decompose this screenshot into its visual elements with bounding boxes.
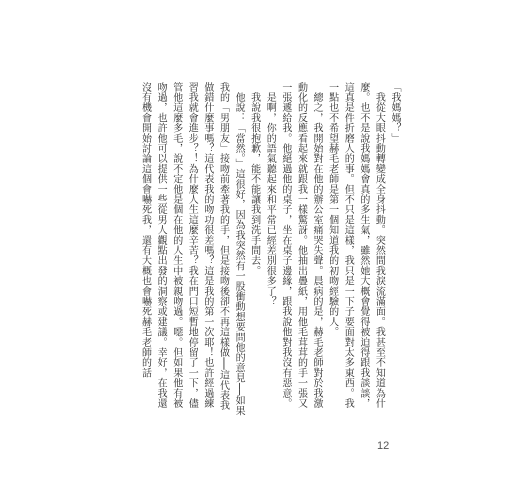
paragraph-6: 他說：「當然。」這很好，因為我突然有一股衝動想要問他的意見──如果我的「男朋友」接吻前牽著我的手，但是接吻後卻不再這樣做──這代表我做錯什麼事嗎？這代表我的吻功很差嗎？這是我的第一次耶！也許經過練習我就會進步？！為什麼人生這麼辛苦？我在門口短暫地停留了一下，儘管他這麼多毛，說不定他是個在他的人生中被親吻過。噁。但如果他有被吻過，也許他可以提供一些從男人觀點出發的洞察或建議。幸好，在我還沒有機會開始討論這個會嚇死我，還有大概也會嚇死赫毛老師的話 xyxy=(139,82,245,416)
paragraph-4: 是啊，你的語氣聽起來和平常已經差別很多了？ xyxy=(264,82,276,307)
paragraph-1: 「我媽媽？」 xyxy=(389,82,400,144)
paragraph-3: 總之，我開始對在他的辦公室痛哭失聲。晨病的是，赫毛老師對於我激動化的反應看起來就跟我一樣驚訝。他抽出疊紙，用他毛茸茸的手一張又一張遞給我。他絕過他的桌子，坐在桌子邊緣，跟我說他對我沒有惡意。 xyxy=(279,82,323,409)
paragraph-5: 我說我很抱歉，能不能讓我到洗手間去。 xyxy=(248,82,260,276)
page-number: 12 xyxy=(377,440,390,452)
paragraph-2: 我從大眼抖動轉變成全身抖動。突然間我淚流滿面。我甚至不知道為什麼。也不是說我媽媽會真的多生氣，雖然她大概會覺得被迫得跟我談談，這真是件折磨人的事。但不只是這樣，我只是一下子要面對太多東西。我一點也不希望赫毛老師是第一個知道我的初吻經驗的人。 xyxy=(326,82,385,409)
vertical-text-body xyxy=(124,82,402,418)
